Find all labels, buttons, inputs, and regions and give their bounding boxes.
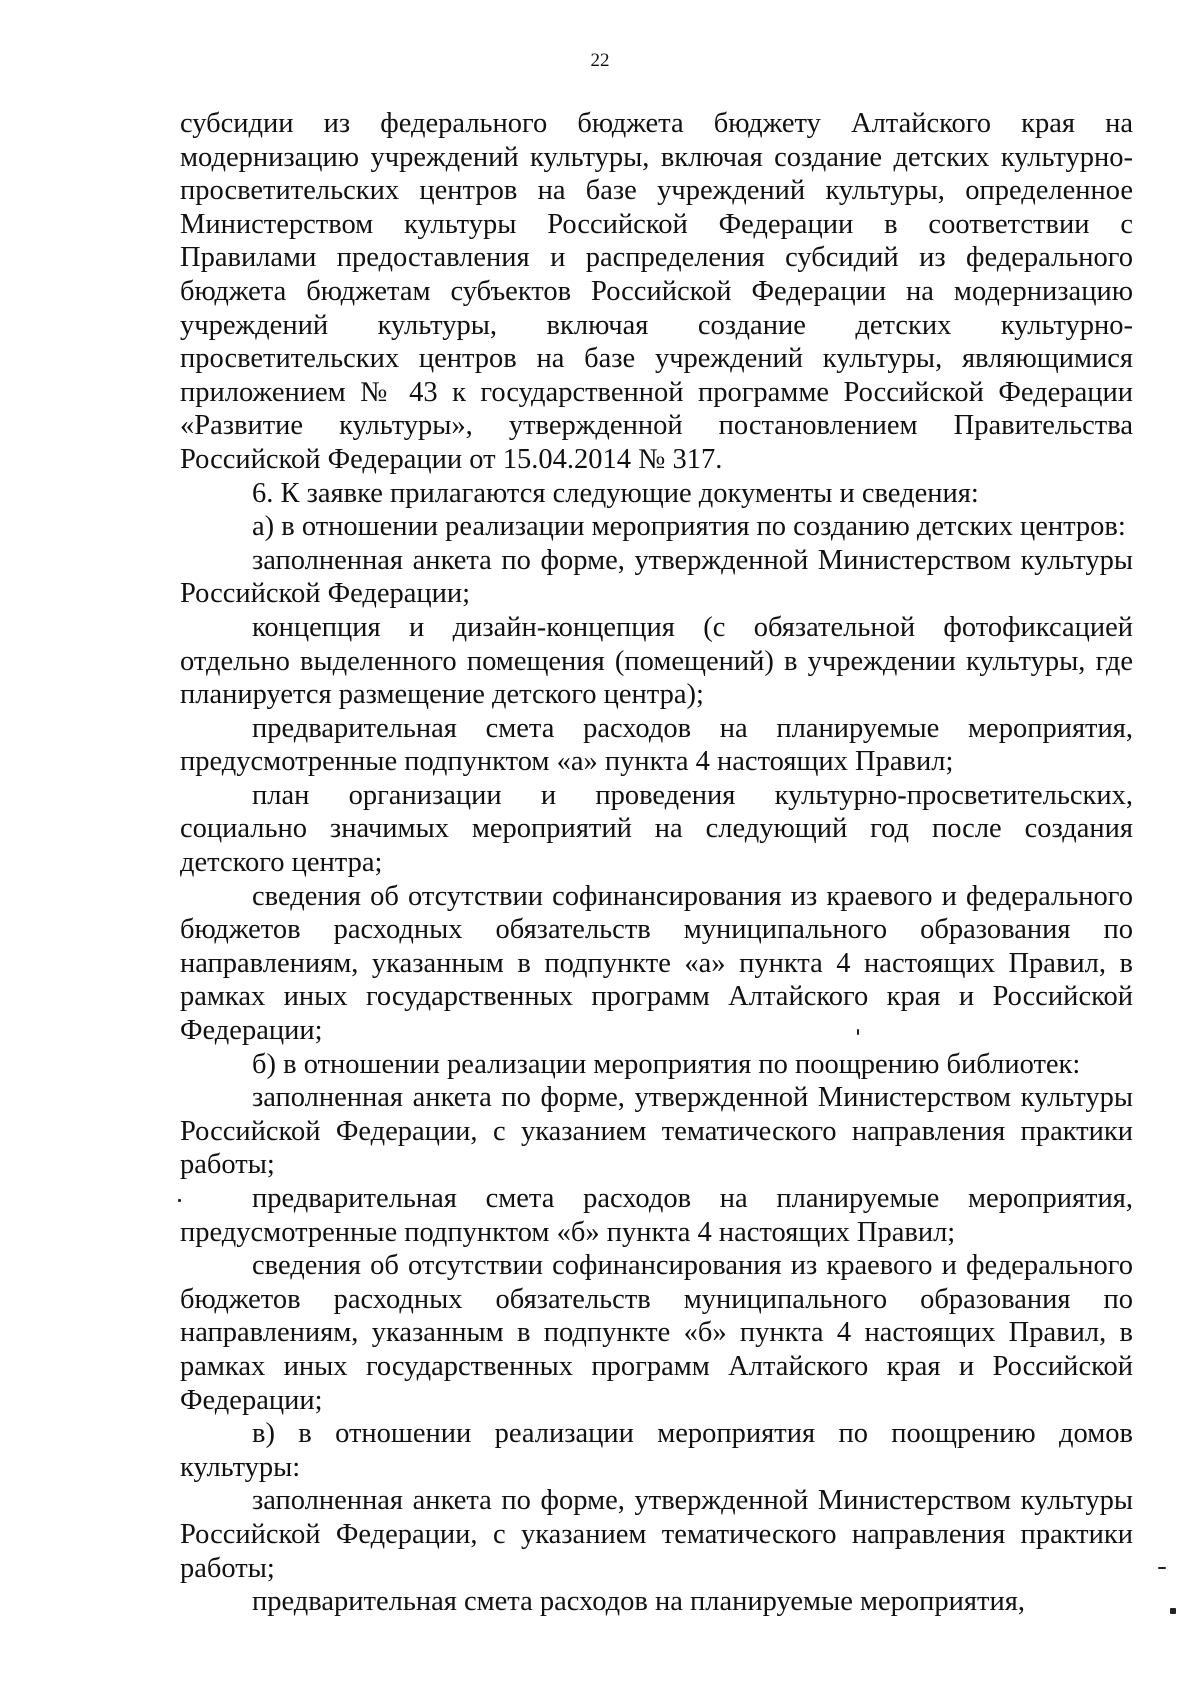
scan-speck [1158, 1567, 1166, 1569]
paragraph-a-plan: план организации и проведения культурно-просветительских, социально значимых мероприятий на следующий год после создания детского центра; [180, 779, 1133, 879]
paragraph-a-cofinancing: сведения об отсутствии софинансирования из краевого и федерального бюджетов расходных обязательств муниципального образования по направлениям, указанным в подпункте «а» пункта 4 настоящих Правил, в рамках иных государственных программ Алтайского края и Российской Федерации; [180, 880, 1133, 1047]
paragraph-subitem-b-heading: б) в отношении реализации мероприятия по поощрению библиотек: [252, 1048, 1081, 1080]
paragraph-b-cofinancing: сведения об отсутствии софинансирования из краевого и федерального бюджетов расходных обязательств муниципального образования по направлениям, указанным в подпункте «б» пункта 4 настоящих Правил, в рамках иных государственных программ Алтайского края и Российской Федерации; [180, 1250, 1133, 1416]
paragraph-b-estimate: предварительная смета расходов на планируемые мероприятия, предусмотренные подпунктом «б» пункта 4 настоящих Правил; [180, 1183, 1133, 1248]
scan-speck [178, 1199, 181, 1202]
scan-speck [857, 1029, 859, 1035]
scan-speck [1170, 1608, 1176, 1614]
document-body [180, 107, 1133, 1619]
paragraph-b-questionnaire: заполненная анкета по форме, утвержденной Министерством культуры Российской Федерации, с указанием тематического направления практики работы; [180, 1082, 1133, 1181]
paragraph-subitem-a-heading: а) в отношении реализации мероприятия по созданию детских центров: [252, 511, 1126, 543]
paragraph-v-questionnaire: заполненная анкета по форме, утвержденной Министерством культуры Российской Федерации, с указанием тематического направления практики работы; [180, 1485, 1133, 1584]
paragraph-a-estimate: предварительная смета расходов на планируемые мероприятия, предусмотренные подпунктом «а» пункта 4 настоящих Правил; [180, 712, 1133, 778]
paragraph-a-concept: концепция и дизайн-концепция (с обязательной фотофиксацией отдельно выделенного помещения (помещений) в учреждении культуры, где планируется размещение детского центра); [180, 611, 1133, 711]
paragraph-a-questionnaire: заполненная анкета по форме, утвержденной Министерством культуры Российской Федерации; [180, 544, 1133, 610]
paragraph-v-estimate: предварительная смета расходов на планируемые мероприятия, [252, 1586, 1025, 1618]
page-number: 22 [590, 50, 610, 71]
paragraph-subitem-v-heading: в) в отношении реализации мероприятия по поощрению домов культуры: [180, 1418, 1133, 1483]
paragraph-item-6-heading: 6. К заявке прилагаются следующие документы и сведения: [252, 477, 979, 509]
paragraph-subsidy-purpose: субсидии из федерального бюджета бюджету Алтайского края на модернизацию учреждений культуры, включая создание детских культурно-просветительских центров на базе учреждений культуры, определенное Министерством культуры Российской Федерации в соответствии с Правилами предоставления и распределения субсидий из федерального бюджета бюджетам субъектов Российской Федерации на модернизацию учреждений культуры, включая создание детских культурно-просветительских центров на базе учреждений культуры, являющимися приложением № 43 к государственной программе Российской Федерации «Развитие культуры», утвержденной постановлением Правительства Российской Федерации от 15.04.2014 № 317. [180, 108, 1133, 475]
